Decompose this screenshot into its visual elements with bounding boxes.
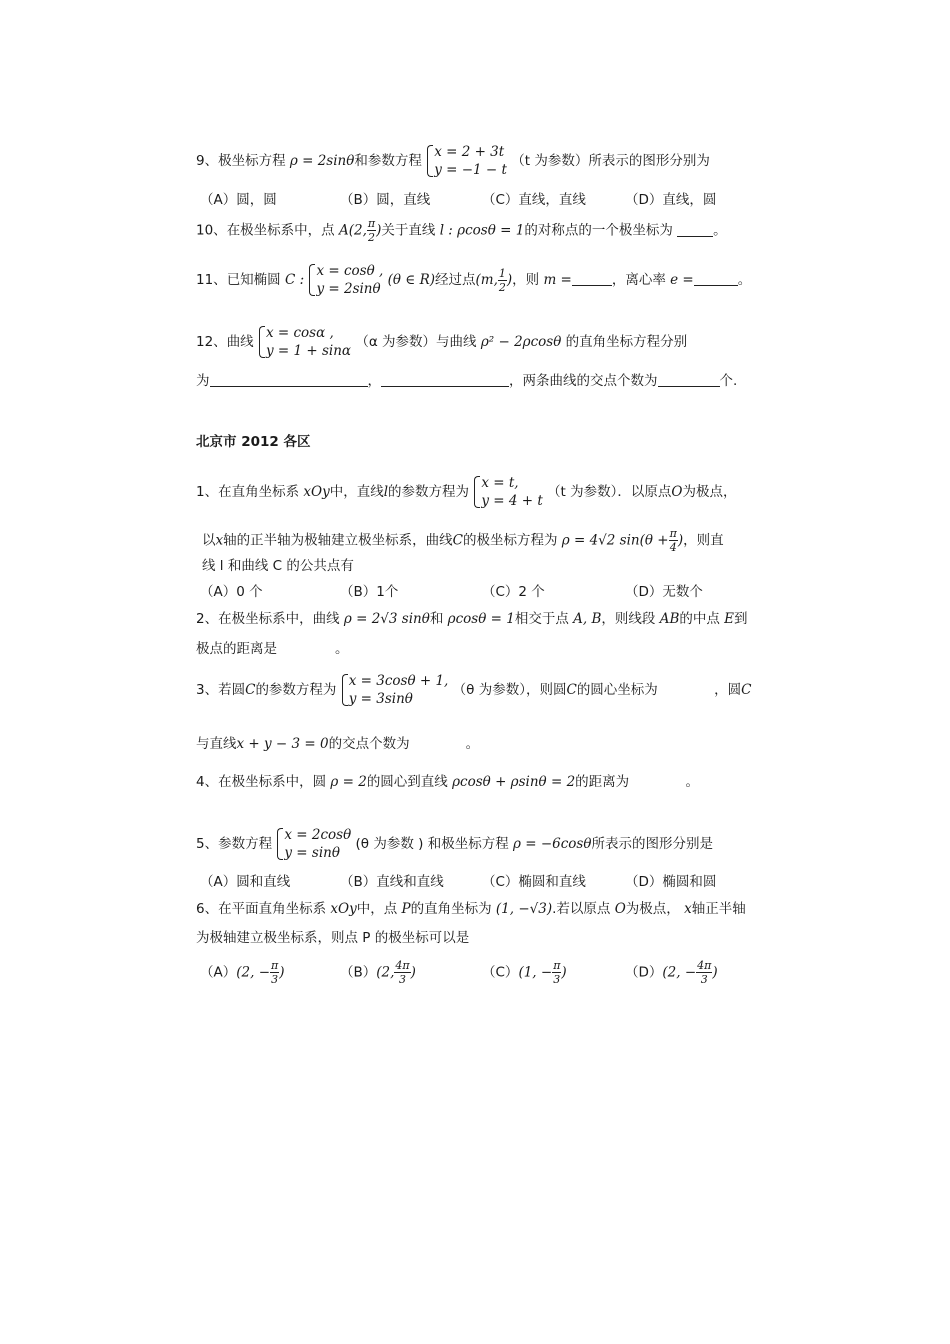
fraction: $\frac{\pi}{2}$ xyxy=(367,217,376,244)
question-text: 的直角坐标为 xyxy=(410,901,492,917)
option-c: （C）(1, − $\frac{\pi}{3}$ ) xyxy=(482,959,567,986)
point: (m, xyxy=(475,272,498,288)
question-number: 1、 xyxy=(196,484,219,500)
polar-equation: ρ = 4√2 sin(θ + xyxy=(561,532,669,549)
question-text: 为 xyxy=(196,373,210,389)
question-text: 极点的距离是 xyxy=(196,641,277,657)
question-text: 在极坐标系中，曲线 xyxy=(218,611,340,627)
question-text: 和 xyxy=(429,611,444,627)
condition: (θ ∈ R) xyxy=(387,272,435,288)
question-text: 的参数方程为 xyxy=(255,682,337,698)
question-text: 所表示的图形分别是 xyxy=(591,836,713,852)
question-number: 2、 xyxy=(196,611,219,627)
section-heading: 北京市 2012 各区 xyxy=(196,434,311,450)
question-text: ，圆 xyxy=(714,682,742,698)
problem-2-line-2 xyxy=(196,643,349,657)
question-text: 和参数方程 xyxy=(354,153,422,169)
option-b: （B）圆，直线 xyxy=(340,192,431,208)
problem-5 xyxy=(196,826,713,862)
question-text: 关于直线 xyxy=(381,222,436,239)
axis-label: x xyxy=(684,901,692,917)
polar-equation-1: ρ = 2 xyxy=(330,774,367,790)
question-text: 的对称点的一个极坐标为 xyxy=(524,222,673,239)
question-text: 相交于点 xyxy=(514,611,569,627)
midpoint-label: E xyxy=(724,611,735,627)
option-c: （C）椭圆和直线 xyxy=(482,874,586,890)
circle-name: C xyxy=(741,682,752,698)
question-text: 为极点， xyxy=(625,901,680,917)
answer-blank-2[interactable] xyxy=(381,374,509,387)
question-text: 在极坐标系中，圆 xyxy=(218,774,327,790)
parametric-system: x = cosα , y = 1 + sinα xyxy=(258,324,351,360)
question-text: （t 为参数）．以原点 xyxy=(547,484,672,500)
polar-equation: ρ = −6cosθ xyxy=(513,836,592,852)
question-text: 的圆心坐标为 xyxy=(576,682,658,698)
polar-equation-2: ρcosθ + ρsinθ = 2 xyxy=(452,774,576,790)
coord-system: xOy xyxy=(303,484,330,500)
question-text: （t 为参数）所表示的图形分别为 xyxy=(511,153,710,169)
question-text: ，两条曲线的交点个数为 xyxy=(509,373,658,389)
circle-name: C xyxy=(245,682,256,698)
axis-label: x xyxy=(215,532,224,549)
line-equation: l : ρcosθ = 1 xyxy=(439,222,525,239)
question-text: 已知椭圆 xyxy=(226,272,281,288)
line-equation: x + y − 3 = 0 xyxy=(236,736,329,752)
point-label: P xyxy=(401,901,411,917)
question-text: 轴正半轴 xyxy=(691,901,746,917)
option-a: （A）0 个 xyxy=(200,584,263,600)
answer-blank[interactable] xyxy=(677,224,713,237)
point-coords: (1, −√3) xyxy=(495,901,553,917)
parametric-system: x = 3cosθ + 1, y = 3sinθ xyxy=(341,672,449,708)
question-11 xyxy=(196,262,751,298)
segment-label: AB xyxy=(659,611,680,627)
option-d: （D）直线，圆 xyxy=(625,192,717,208)
question-text: 为极点， xyxy=(682,484,737,500)
problem-2 xyxy=(196,613,748,627)
punctuation: 。 xyxy=(737,272,752,288)
question-text: 的中点 xyxy=(679,611,720,627)
question-text: 在极坐标系中，点 xyxy=(226,222,335,239)
polar-equation-1: ρ = 2√3 sinθ xyxy=(343,611,430,627)
coord-system: xOy xyxy=(330,901,357,917)
question-text: 到 xyxy=(734,611,748,627)
question-12-line-2 xyxy=(196,374,737,389)
question-text: ，则线段 xyxy=(601,611,656,627)
points-label: A, B xyxy=(573,611,602,627)
paren: ) xyxy=(376,222,382,239)
question-text: ，离心率 xyxy=(611,272,666,288)
question-number: 12、 xyxy=(196,334,227,350)
question-12 xyxy=(196,324,687,360)
option-d: （D）(2, − $\frac{4\pi}{3}$ ) xyxy=(625,959,718,986)
variable-m: m = xyxy=(543,272,572,288)
question-text: 参数方程 xyxy=(218,836,273,852)
question-10 xyxy=(196,218,727,243)
option-d: （D）无数个 xyxy=(625,584,703,600)
parametric-system: x = 2cosθ y = sinθ xyxy=(276,826,351,862)
curve-name: C xyxy=(452,532,463,549)
question-text: 曲线 xyxy=(226,334,254,350)
answer-blank-3[interactable] xyxy=(658,374,720,387)
punctuation: 。 xyxy=(335,641,349,657)
option-b: （B）直线和直线 xyxy=(340,874,444,890)
option-a: （A）圆，圆 xyxy=(200,192,277,208)
line-name: l xyxy=(383,484,389,500)
problem-3 xyxy=(196,672,751,708)
question-text: 若圆 xyxy=(218,682,246,698)
question-text: 极坐标方程 xyxy=(218,153,286,169)
answer-blank-1[interactable] xyxy=(210,374,368,387)
question-number: 10、 xyxy=(196,222,227,239)
problem-3-line-2 xyxy=(196,738,479,752)
polar-equation: ρ = 2sinθ xyxy=(289,153,355,169)
punctuation: ， xyxy=(367,373,381,389)
question-text: (θ 为参数 ) 和极坐标方程 xyxy=(355,836,509,852)
option-c: （C）直线，直线 xyxy=(482,192,586,208)
question-number: 3、 xyxy=(196,682,219,698)
question-text: 的圆心到直线 xyxy=(366,774,448,790)
fraction: $\frac{\pi}{4}$ xyxy=(669,527,677,554)
problem-6 xyxy=(196,903,746,917)
parametric-system: x = 2 + 3t y = −1 − t xyxy=(426,143,507,179)
question-text: 经过点 xyxy=(435,272,476,288)
question-text: 中，点 xyxy=(356,901,398,917)
question-text: 在直角坐标系 xyxy=(218,484,300,500)
parametric-system: x = t, y = 4 + t xyxy=(473,474,542,510)
question-text: ，则直 xyxy=(683,532,724,549)
question-text: 的直角坐标方程分别 xyxy=(565,334,688,350)
question-text: 中，直线 xyxy=(329,484,384,500)
punctuation: 。 xyxy=(685,774,699,790)
question-number: 5、 xyxy=(196,836,219,852)
fraction: $\frac{1}{2}$ xyxy=(498,266,506,294)
question-text: ，则 xyxy=(512,272,540,288)
question-text: 的极坐标方程为 xyxy=(462,532,558,549)
problem-4 xyxy=(196,776,699,790)
circle-name: C xyxy=(566,682,577,698)
question-text: （α 为参数）与曲线 xyxy=(355,334,477,350)
question-text: 以 xyxy=(202,532,216,549)
problem-1-line-2 xyxy=(202,528,724,553)
question-9 xyxy=(196,143,710,179)
question-number: 6、 xyxy=(196,901,219,917)
question-text: 的交点个数为 xyxy=(328,736,410,752)
problem-1 xyxy=(196,474,736,510)
polar-equation: ρ² − 2ρcosθ xyxy=(480,334,562,350)
parametric-system: x = cosθ , y = 2sinθ xyxy=(308,262,383,298)
option-a: （A）(2, − $\frac{\pi}{3}$ ) xyxy=(200,959,285,986)
option-b: （B）1个 xyxy=(340,584,399,600)
question-number: 9、 xyxy=(196,153,219,169)
punctuation: 。 xyxy=(465,736,480,752)
variable-e: e = xyxy=(670,272,694,288)
origin-label: O xyxy=(614,901,626,917)
point: A(2, xyxy=(338,222,367,239)
question-text: 的参数方程为 xyxy=(388,484,470,500)
question-text: 轴的正半轴为极轴建立极坐标系，曲线 xyxy=(223,532,453,549)
paren: ) xyxy=(677,532,684,549)
question-text: 与直线 xyxy=(196,736,237,752)
option-c: （C）2 个 xyxy=(482,584,545,600)
paren: ) xyxy=(506,272,513,288)
question-number: 4、 xyxy=(196,774,219,790)
question-text: 个. xyxy=(719,373,738,389)
problem-1-line-3: 线 l 和曲线 C 的公共点有 xyxy=(202,558,354,574)
option-d: （D）椭圆和圆 xyxy=(625,874,717,890)
answer-blank-m[interactable] xyxy=(572,273,612,286)
question-text: 在平面直角坐标系 xyxy=(218,901,327,917)
problem-6-line-2: 为极轴建立极坐标系，则点 P 的极坐标可以是 xyxy=(196,930,470,946)
option-a: （A）圆和直线 xyxy=(200,874,291,890)
question-text: .若以原点 xyxy=(552,901,611,917)
question-text: 的距离为 xyxy=(575,774,630,790)
question-text: （θ 为参数），则圆 xyxy=(452,682,567,698)
question-number: 11、 xyxy=(196,272,227,288)
option-b: （B）(2, $\frac{4\pi}{3}$ ) xyxy=(340,959,416,986)
answer-blank-e[interactable] xyxy=(694,273,738,286)
ellipse-name: C : xyxy=(284,272,305,288)
origin-label: O xyxy=(671,484,683,500)
polar-equation-2: ρcosθ = 1 xyxy=(447,611,515,627)
punctuation: 。 xyxy=(713,222,727,239)
